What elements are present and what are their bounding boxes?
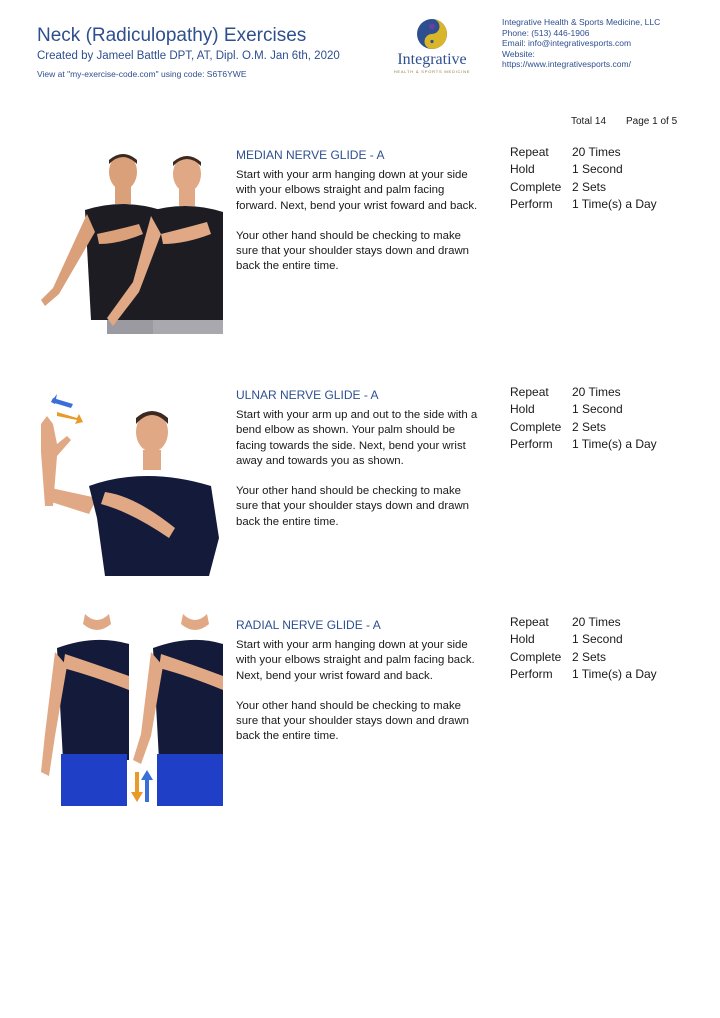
- integrative-logo: [388, 18, 476, 80]
- param-label: Repeat: [510, 615, 549, 629]
- param-value: 1 Time(s) a Day: [572, 666, 657, 681]
- exercise-params: [510, 614, 657, 683]
- exercise-title: MEDIAN NERVE GLIDE - A: [236, 148, 385, 162]
- param-value: 2 Sets: [572, 419, 607, 434]
- exercise-params: [510, 384, 657, 453]
- description-paragraph: Your other hand should be checking to make sure that your shoulder stays down and drawn back the entire time.: [236, 699, 470, 743]
- ulnar-nerve-glide-photo: [35, 388, 219, 576]
- param-label: Perform: [510, 436, 553, 451]
- param-row: [510, 436, 657, 453]
- description-paragraph: Start with your arm hanging down at your side with your elbows straight and palm facing back. Next, bend your wrist foward and back.: [236, 639, 475, 682]
- param-value: 1 Second: [572, 162, 623, 177]
- contact-block: [502, 17, 660, 70]
- param-label: Repeat: [510, 385, 549, 399]
- view-code-line: View at "my-exercise-code.com" using code: S6T6YWE: [37, 69, 247, 79]
- param-label: Complete: [510, 179, 562, 194]
- param-row: [510, 419, 657, 436]
- website-link[interactable]: https://www.integrativesports.com/: [502, 59, 631, 69]
- exercise-description: [236, 168, 486, 290]
- total-count: Total 14: [571, 116, 607, 127]
- logo-name: Integrative: [397, 51, 467, 68]
- param-label: Perform: [510, 666, 553, 681]
- param-row: [510, 649, 657, 666]
- page-number: Page 1 of 5: [626, 116, 678, 127]
- param-row: [510, 631, 657, 648]
- param-row: [510, 144, 657, 161]
- exercise-description: [236, 638, 486, 760]
- param-value: 1 Second: [572, 632, 623, 647]
- description-paragraph: Your other hand should be checking to make sure that your shoulder stays down and drawn back the entire time.: [236, 229, 470, 273]
- param-label: Perform: [510, 196, 553, 211]
- param-label: Hold: [510, 632, 535, 647]
- param-row: [510, 401, 657, 418]
- param-value: 1 Second: [572, 402, 623, 417]
- param-row: [510, 666, 657, 683]
- param-value: 2 Sets: [572, 179, 607, 194]
- param-row: [510, 179, 657, 196]
- phone: Phone: (513) 446-1906: [502, 27, 590, 38]
- param-row: [510, 384, 657, 401]
- param-label: Complete: [510, 649, 562, 664]
- param-label: Hold: [510, 402, 535, 417]
- param-value: 1 Time(s) a Day: [572, 436, 657, 451]
- email[interactable]: Email: info@integrativesports.com: [502, 38, 632, 48]
- description-paragraph: Start with your arm up and out to the side with a bend elbow as shown. Your palm should be facing towards the side. Next, bend your wrist away and towards you as shown.: [236, 409, 478, 467]
- logo-tagline: HEALTH & SPORTS MEDICINE: [393, 69, 471, 74]
- median-nerve-glide-photo: [35, 148, 225, 334]
- website-label: Website:: [502, 48, 535, 59]
- description-paragraph: Start with your arm hanging down at your side with your elbows straight and palm facing forward. Next, bend your wrist foward and back.: [236, 169, 478, 212]
- param-label: Complete: [510, 419, 562, 434]
- param-value: 20 Times: [572, 145, 621, 159]
- author-line: Created by Jameel Battle DPT, AT, Dipl. O.M. Jan 6th, 2020: [37, 50, 340, 62]
- param-value: 2 Sets: [572, 649, 607, 664]
- param-row: [510, 161, 657, 178]
- exercise-description: [236, 408, 486, 545]
- param-value: 20 Times: [572, 385, 621, 399]
- org-name: Integrative Health & Sports Medicine, LLC: [502, 17, 661, 27]
- param-row: [510, 614, 657, 631]
- radial-nerve-glide-photo: [35, 614, 225, 806]
- exercise-params: [510, 144, 657, 213]
- exercise-title: ULNAR NERVE GLIDE - A: [236, 388, 379, 402]
- param-value: 1 Time(s) a Day: [572, 196, 657, 211]
- param-row: [510, 196, 657, 213]
- page-title: Neck (Radiculopathy) Exercises: [37, 25, 307, 46]
- yin-yang-logo-icon: [416, 18, 448, 50]
- exercise-title: RADIAL NERVE GLIDE - A: [236, 618, 381, 632]
- description-paragraph: Your other hand should be checking to make sure that your shoulder stays down and drawn back the entire time.: [236, 485, 470, 528]
- param-label: Repeat: [510, 145, 549, 159]
- param-value: 20 Times: [572, 615, 621, 629]
- param-label: Hold: [510, 162, 535, 177]
